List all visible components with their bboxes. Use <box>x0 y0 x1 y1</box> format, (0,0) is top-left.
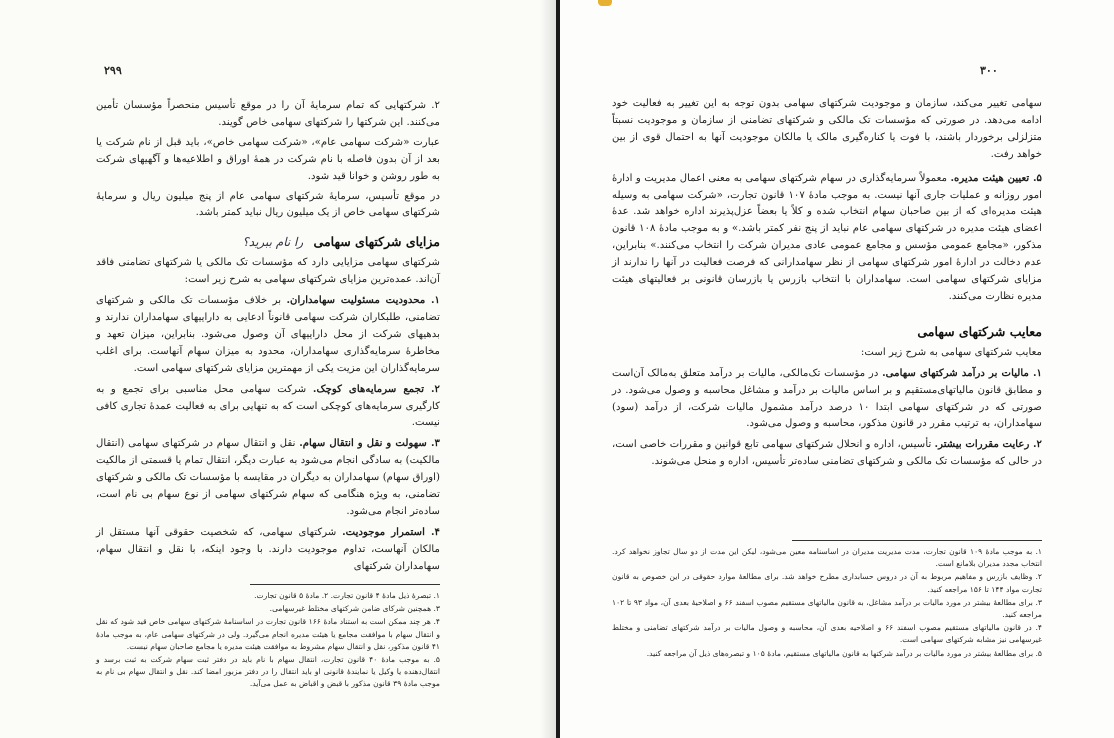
footnote: ۱. به موجب مادهٔ ۱۰۹ قانون تجارت، مدت مدیریت مدیران در اساسنامه معین می‌شود، لیکن این مدت از دو سال تجاوز نخواهد کرد. انتخاب مجدد مدیران بلامانع است. <box>612 547 1042 569</box>
footnote: ۴. هر چند ممکن است به استناد مادهٔ ۱۶۶ قانون تجارت در اساسنامهٔ شرکتهای سهامی خاص قید شود که نقل و انتقال سهام با موافقت مجامع یا هیئت مدیره انجام می‌گیرد. ولی در شرکتهای سهامی عام، به موجب مادهٔ ۴۱ قانون مذکور، نقل و انتقال سهام مشروط به موافقت هیئت مدیره یا مجامع صاحبان سهام نیست. <box>96 617 440 651</box>
section-title-advantages <box>96 234 440 251</box>
item-text: نقل و انتقال سهام در شرکتهای سهامی (انتقال مالکیت) به سادگی انجام می‌شود به عبارت دیگر، انتقال تمام یا قسمتی از مالکیت (اوراق سهام) سهامداران به دیگران در مقایسه با مؤسسات تک مالکی و شرکتهای تضامنی، به ویژه هنگامی که سهام شرکتهای سهامی از نوع سهام بی نام است، ساده‌تر انجام می‌شود. <box>96 438 440 517</box>
footnote: ۱. تبصرهٔ ذیل مادهٔ ۴ قانون تجارت. ۲. مادهٔ ۵ قانون تجارت. <box>254 591 440 600</box>
left-footnotes <box>96 590 440 692</box>
footnote: ۳. همچنین شرکای ضامن شرکتهای مختلط غیرسهامی. <box>269 604 440 614</box>
footnote-rule <box>792 540 1042 541</box>
item-lead: ۱. محدودیت مسئولیت سهامداران. <box>286 294 440 307</box>
item-lead: ۲. رعایت مقررات بیشتر. <box>934 438 1042 451</box>
list-item <box>96 524 440 576</box>
intro-paragraph: معایب شرکتهای سهامی به شرح زیر است: <box>860 346 1042 358</box>
section-title-text: مزایای شرکتهای سهامی <box>313 234 440 250</box>
page-number-left: ۲۹۹ <box>104 64 122 77</box>
list-item <box>96 435 440 521</box>
item-text: شرکت سهامی محل مناسبی برای تجمع و به کارگیری سرمایه‌های کوچکی است که به تنهایی برای به فعالیت عمدهٔ تجاری کافی نیست. <box>96 383 440 429</box>
gutter-shadow <box>540 0 556 738</box>
list-item <box>96 381 440 433</box>
list-item <box>612 170 1042 306</box>
item-text: در مؤسسات تک‌مالکی، مالیات بر درآمد متعلق به‌مالک آن‌است و مطابق قانون مالیاتهای‌مستقیم و بر اساس مالیات بر درآمد و مشاغل محاسبه و وصول می‌شود. در صورتی که در شرکتهای سهامی ابتدا ۱۰ درصد درآمد مشمول مالیات شرکت، از درآمد (سود) سهامداران، به ترتیب مقرر در قانون مذکور، محاسبه و وصول می‌شود. <box>612 367 1042 430</box>
footnote: ۴. در قانون مالیاتهای مستقیم مصوب اسفند ۶۶ و اصلاحیه بعدی آن، محاسبه و وصول مالیات بر درآمد شرکتهای تضامنی و مختلط غیرسهامی نیز مشابه شرکتهای سهامی است. <box>612 623 1042 645</box>
intro-paragraph: شرکتهای سهامی مزایایی دارد که مؤسسات تک مالکی یا شرکتهای تضامنی فاقد آن‌اند. عمده‌ترین مزایای شرکتهای سهامی به شرح زیر است: <box>96 257 440 286</box>
footnote: ۵. برای مطالعهٔ بیشتر در مورد مالیات بر درآمد شرکتها به قانون مالیاتهای مستقیم، مادهٔ ۱۰۵ و تبصره‌های ذیل آن مراجعه کنید. <box>646 648 1042 658</box>
list-item <box>96 292 440 378</box>
right-body <box>612 96 1042 474</box>
footnote: ۵. به موجب مادهٔ ۴۰ قانون تجارت، انتقال سهام با نام باید در دفتر ثبت سهام شرکت به ثبت برسد و انتقال‌دهنده یا وکیل یا نمایندهٔ قانونی او باید انتقال را در دفتر مزبور امضا کند. نقل و انتقال سهام بی نام به موجب مادهٔ ۳۹ قانون مذکور با قبض و اقباض به عمل می‌آید. <box>96 655 440 689</box>
paragraph: سهامی تغییر می‌کند، سازمان و موجودیت شرکتهای سهامی بدون توجه به این تغییر به فعالیت خود ادامه می‌دهد. در صورتی که مؤسسات تک مالکی و شرکتهای تضامنی از سازمان و موجودیت نسبتاً متزلزلی برخوردار باشند، با فوت یا کناره‌گیری مالک یا مالکان موجودیت آنها به احتمال قوی از بین خواهد رفت. <box>612 98 1042 160</box>
list-item <box>612 436 1042 471</box>
section-title-disadvantages: معایب شرکتهای سهامی <box>917 323 1042 339</box>
item-lead: ۲. تجمع سرمایه‌های کوچک. <box>312 382 440 395</box>
item-text: شرکتهای سهامی، که شخصیت حقوقی آنها مستقل از مالکان آنهاست، تداوم موجودیت دارند. با وجود اینکه، با نقل و انتقال سهام، سهامداران شرکتهای <box>96 526 440 572</box>
footnote-rule <box>250 584 440 585</box>
item-lead: ۴. استمرار موجودیت. <box>342 525 440 538</box>
footnote: ۳. برای مطالعهٔ بیشتر در مورد مالیات بر درآمد مشاغل، به قانون مالیاتهای مستقیم مصوب اسفند ۶۶ و اصلاحیهٔ بعدی آن، مواد ۹۳ تا ۱۰۲ مراجعه کنید. <box>612 597 1042 620</box>
list-item <box>612 365 1042 434</box>
item-text: معمولاً سرمایه‌گذاری در سهام شرکتهای سهامی به معنی اعمال مدیریت و ادارهٔ امور روزانه و عملیات جاری آنها نیست. به موجب مادهٔ ۱۰۷ قانون تجارت، «شرکت سهامی به وسیله هیئت مدیره‌ای که از بین صاحبان سهام انتخاب شده و کلاً یا بعضاً عزل‌پذیرند اداره خواهد شد. عدهٔ اعضای هیئت مدیره در شرکتهای سهامی عام نباید از پنج نفر کمتر باشد.» و به موجب مادهٔ ۱۰۸ قانون مذکور، «مجامع عمومی مؤسس و مجامع عمومی عادی مدیران شرکت را انتخاب می‌کنند.» بنابراین، عدم دخالت در ادارهٔ امور شرکتهای سهامی از نظر سهامدارانی که فرصت فعالیت در آنها را ندارند از مزایای شرکتهای سهامی است. سهامداران با انتخاب بازرس یا بازرسان قانونی بر فعالیتهای هیئت مدیره نظارت می‌کنند. <box>612 172 1042 302</box>
handwritten-note: را نام ببرید؟ <box>242 235 304 250</box>
page-300 <box>560 0 1114 738</box>
footnote: ۲. وظایف بازرس و مفاهیم مربوط به آن در دروس حسابداری مطرح خواهد شد. برای مطالعهٔ موارد حقوقی در این خصوص به قانون تجارت مواد ۱۴۴ تا ۱۵۶ مراجعه کنید. <box>612 572 1042 594</box>
paragraph: در موقع تأسیس، سرمایهٔ شرکتهای سهامی عام از پنج میلیون ریال و سرمایهٔ شرکتهای سهامی خاص از یک میلیون ریال نباید کمتر باشد. <box>96 190 440 219</box>
item-lead: ۱. مالیات بر درآمد شرکتهای سهامی. <box>882 366 1042 379</box>
page-tab-marker <box>598 0 612 6</box>
item-text: تأسیس، اداره و انحلال شرکتهای سهامی تابع قوانین و مقررات خاصی است، در حالی که مؤسسات تک مالکی و شرکتهای تضامنی ساده‌تر تأسیس، اداره و منحل می‌شوند. <box>612 439 1042 468</box>
paragraph: ۲. شرکتهایی که تمام سرمایهٔ آن را در موقع تأسیس منحصراً مؤسسان تأمین می‌کنند. این شرکتها را شرکتهای سهامی خاص گویند. <box>96 100 440 128</box>
page-number-right: ۳۰۰ <box>980 64 998 77</box>
left-body <box>96 98 440 579</box>
item-lead: ۳. سهولت و نقل و انتقال سهام. <box>299 437 440 450</box>
page-299 <box>0 0 556 738</box>
item-lead: ۵. تعیین هیئت مدیره. <box>950 171 1042 184</box>
right-footnotes <box>612 546 1042 661</box>
item-text: بر خلاف مؤسسات تک مالکی و شرکتهای تضامنی، طلبکاران شرکت سهامی قانوناً ادعایی به داراییهای سهامداران ندارند و بدهیهای شرکت از محل داراییهای آن وصول می‌شود. بنابراین، میزان تعهد و مخاطرهٔ سرمایه‌گذاری سهامداران، محدود به میزان سهام آنهاست. برای اغلب سرمایه‌گذاران این مزیت یکی از مهمترین مزایای شرکتهای سهامی است. <box>96 295 440 374</box>
paragraph: عبارت «شرکت سهامی عام»، «شرکت سهامی خاص»، باید قبل از نام شرکت یا بعد از آن بدون فاصله با نام شرکت در همهٔ اوراق و اطلاعیه‌ها و آگهیهای شرکت به طور روشن و خوانا قید شود. <box>96 136 440 182</box>
